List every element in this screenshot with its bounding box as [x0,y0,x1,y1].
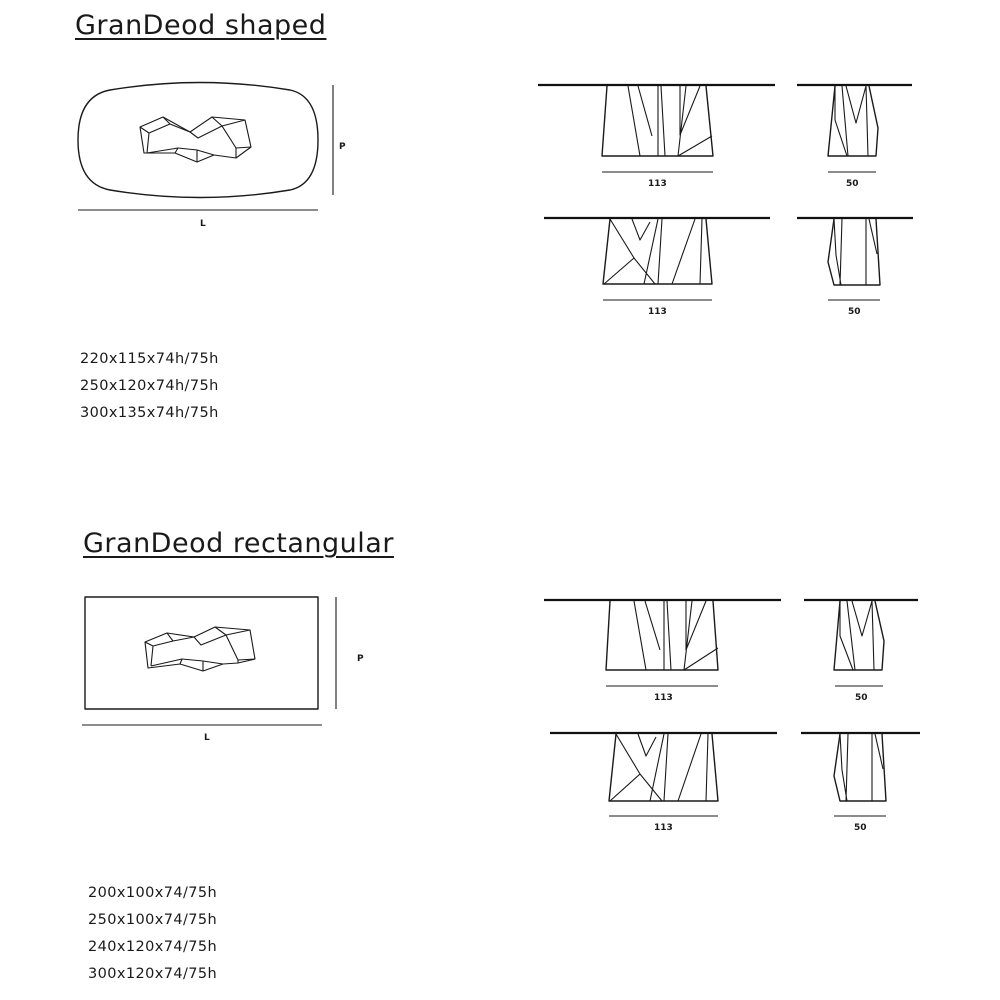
width-label: 113 [648,307,667,317]
width-label: 113 [654,693,673,703]
size-item: 300x120x74/75h [88,966,218,982]
size-item: 250x120x74h/75h [80,378,219,394]
depth-label: 50 [846,179,859,189]
side-elevation-rectangular-1 [804,600,918,703]
plan-view-shaped [78,83,346,230]
length-label: L [204,733,210,743]
depth-label: 50 [848,307,861,317]
plan-view-rectangular [82,597,364,743]
title-rectangular: GranDeod rectangular [83,528,394,559]
size-item: 220x115x74h/75h [80,351,219,367]
title-shaped: GranDeod shaped [75,10,327,41]
front-elevation-rectangular-2 [550,733,777,833]
depth-label: 50 [855,693,868,703]
side-elevation-shaped-1 [797,85,912,189]
tabletop-outline-rectangular [85,597,318,709]
depth-label: P [339,142,346,152]
faceted-base-top-view [140,117,251,162]
front-elevation-rectangular-1 [544,600,781,703]
depth-label: P [357,654,364,664]
faceted-base-top-view [145,627,255,671]
size-item: 240x120x74/75h [88,939,218,955]
tabletop-outline-shaped [78,83,318,198]
depth-label: 50 [854,823,867,833]
width-label: 113 [648,179,667,189]
size-item: 300x135x74h/75h [80,405,219,421]
length-label: L [200,219,206,229]
side-elevation-rectangular-2 [801,733,920,833]
side-elevation-shaped-2 [797,218,913,317]
size-item: 250x100x74/75h [88,912,218,928]
size-item: 200x100x74/75h [88,885,218,901]
front-elevation-shaped-1 [538,85,775,189]
front-elevation-shaped-2 [544,218,770,317]
width-label: 113 [654,823,673,833]
